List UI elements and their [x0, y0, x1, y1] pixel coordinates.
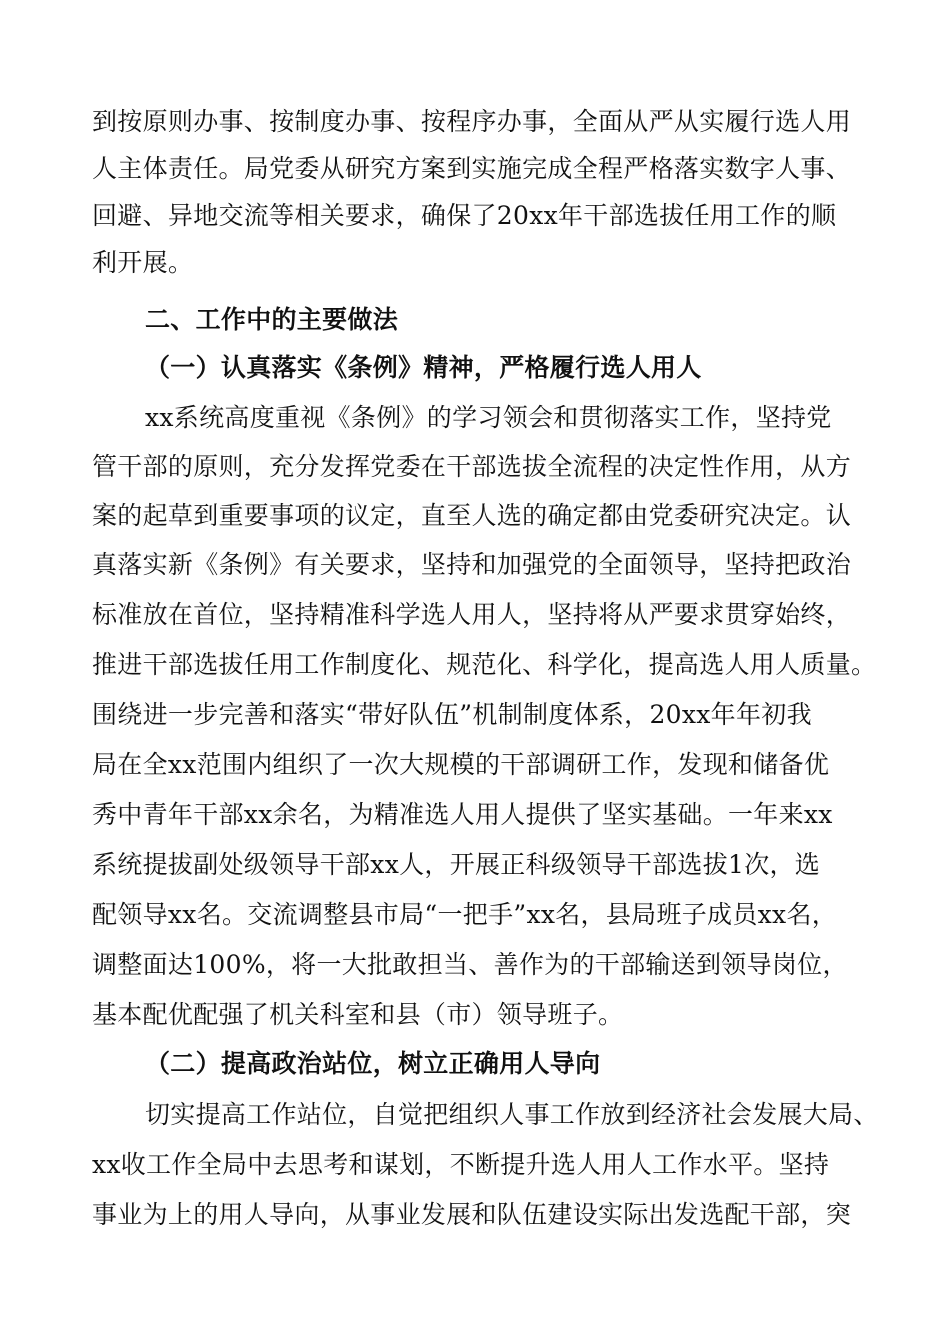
paragraph-line: 调整面达100%，将一大批敢担当、善作为的干部输送到领导岗位， — [92, 950, 848, 979]
paragraph-line: 真落实新《条例》有关要求，坚持和加强党的全面领导，坚持把政治 — [92, 550, 852, 579]
paragraph-line: 案的起草到重要事项的议定，直至人选的确定都由党委研究决定。认 — [92, 501, 852, 530]
paragraph-line: xx收工作全局中去思考和谋划，不断提升选人用人工作水平。坚持 — [92, 1150, 830, 1179]
subsection-heading: （二）提高政治站位，树立正确用人导向 — [145, 1049, 601, 1078]
paragraph-line: 局在全xx范围内组织了一次大规模的干部调研工作，发现和储备优 — [92, 750, 830, 779]
paragraph-line: 事业为上的用人导向，从事业发展和队伍建设实际出发选配干部，突 — [92, 1200, 852, 1229]
paragraph-line: 管干部的原则，充分发挥党委在干部选拔全流程的决定性作用，从方 — [92, 452, 852, 481]
paragraph-line: 切实提高工作站位，自觉把组织人事工作放到经济社会发展大局、 — [145, 1100, 879, 1129]
paragraph-line: 推进干部选拔任用工作制度化、规范化、科学化，提高选人用人质量。 — [92, 650, 877, 679]
section-heading: 二、工作中的主要做法 — [145, 305, 399, 334]
paragraph-line: xx系统高度重视《条例》的学习领会和贯彻落实工作，坚持党 — [145, 403, 832, 432]
paragraph-line: 利开展。 — [92, 248, 194, 277]
paragraph-line: 基本配优配强了机关科室和县（市）领导班子。 — [92, 1000, 624, 1029]
paragraph-line: 围绕进一步完善和落实“带好队伍”机制制度体系，20xx年年初我 — [92, 700, 812, 729]
paragraph-line: 标准放在首位，坚持精准科学选人用人，坚持将从严要求贯穿始终， — [92, 600, 852, 629]
paragraph-line: 回避、异地交流等相关要求，确保了20xx年干部选拔任用工作的顺 — [92, 201, 837, 230]
paragraph-line: 秀中青年干部xx余名，为精准选人用人提供了坚实基础。一年来xx — [92, 800, 833, 829]
paragraph-line: 配领导xx名。交流调整县市局“一把手”xx名，县局班子成员xx名， — [92, 900, 838, 929]
paragraph-line: 到按原则办事、按制度办事、按程序办事，全面从严从实履行选人用 — [92, 107, 852, 136]
paragraph-line: 人主体责任。局党委从研究方案到实施完成全程严格落实数字人事、 — [92, 154, 852, 183]
subsection-heading: （一）认真落实《条例》精神，严格履行选人用人 — [145, 353, 702, 382]
paragraph-line: 系统提拔副处级领导干部xx人，开展正科级领导干部选拔1次，选 — [92, 850, 821, 879]
